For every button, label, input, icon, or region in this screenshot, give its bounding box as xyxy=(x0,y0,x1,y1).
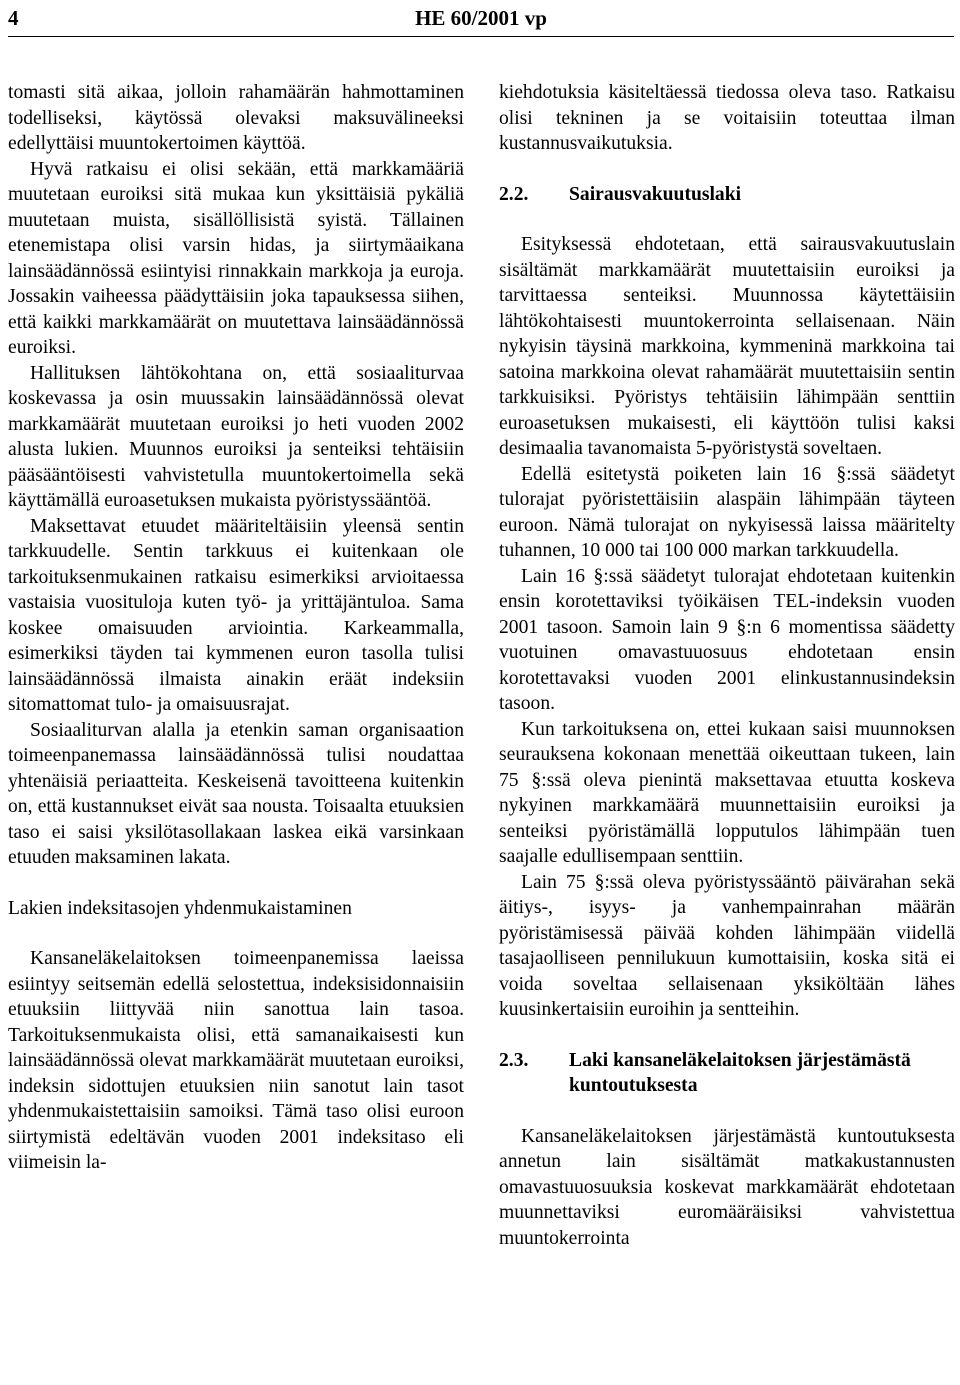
page-header xyxy=(8,0,954,40)
section-heading xyxy=(499,182,955,208)
header-rule xyxy=(8,36,954,37)
paragraph: Kansaneläkelaitoksen toimeenpanemissa laeissa esiintyy seitsemän edellä selostettua, indeksisidonnaisiin etuuksiin liittyvää niin sanottua lain tasoa. Tarkoituksenmukaista olisi, että samanaikaisesti kun lainsäädännössä olevat markkamäärät muutetaan euroiksi, indeksin sidottujen etuuksien niin sanotut lain tasot yhdenmukaistettaisiin samoiksi. Tämä taso olisi euroon siirtymistä edeltävän vuoden 2001 indeksitaso eli viimeisin la- xyxy=(8,948,464,1173)
paragraph: Edellä esitetystä poiketen lain 16 §:ssä säädetyt tulorajat pyöristettäisiin alaspäin lähimpään täyteen euroon. Nämä tulorajat on nykyisessä laissa määritelty tuhannen, 10 000 tai 100 000 markan tarkkuudella. xyxy=(499,463,955,561)
paragraph: Hallituksen lähtökohtana on, että sosiaaliturvaa koskevassa ja osin muussakin lainsäädännössä olevat markkamäärät muutetaan euroiksi jo heti vuoden 2002 alusta lukien. Muunnos euroiksi ja senteiksi tehtäisiin pääsääntöisesti vahvistetulla muuntokertoimella sekä käyttämällä euroasetuksen mukaista pyöristyssääntöä. xyxy=(8,362,464,511)
paragraph: Lain 75 §:ssä oleva pyöristyssääntö päivärahan sekä äitiys-, isyys- ja vanhempainrahan määrän pyöristämisessä päivää kohden lähimpään viidellä tasajaolliseen pennilukuun kumottaisiin, koska sitä ei voida soveltaa sellaisenaan yksiköltään lähes kuusinkertaisiin euroihin ja sentteihin. xyxy=(499,871,955,1020)
section-title: Sairausvakuutuslaki xyxy=(569,183,742,205)
paragraph: Kansaneläkelaitoksen järjestämästä kuntoutuksesta annetun lain sisältämät matkakustannusten omavastuuosuuksia koskevat markkamäärät ehdotetaan muunnettaviksi euromääräisiksi vahvistettua muuntokerrointa xyxy=(499,1125,955,1249)
section-title: Laki kansaneläkelaitoksen järjestämästä kuntoutuksesta xyxy=(569,1049,911,1096)
paragraph: Hyvä ratkaisu ei olisi sekään, että markkamääriä muutetaan euroiksi sitä mukaa kun yksittäisiä pykäliä muutetaan muista, sisällöllisistä syistä. Tällainen etenemistapa olisi varsin hidas, ja siirtymäaikana lainsäädännössä esiintyisi rinnakkain markkoja ja euroja. Jossakin vaiheessa päädyttäisiin joka tapauksessa siihen, että kaikki markkamäärät on muutettava lainsäädännössä euroiksi. xyxy=(8,158,464,358)
section-number: 2.3. xyxy=(499,1049,529,1071)
section-number: 2.2. xyxy=(499,183,529,205)
paragraph: kiehdotuksia käsiteltäessä tiedossa oleva taso. Ratkaisu olisi tekninen ja se voitaisiin toteuttaa ilman kustannusvaikutuksia. xyxy=(499,82,955,154)
subheading: Lakien indeksitasojen yhdenmukaistaminen xyxy=(8,897,352,919)
section-heading xyxy=(499,1048,955,1099)
right-column xyxy=(499,80,955,1251)
document-id: HE 60/2001 vp xyxy=(415,6,547,30)
paragraph: Sosiaaliturvan alalla ja etenkin saman organisaation toimeenpanemassa lainsäädännössä tulisi noudattaa yhtenäisiä periaatteita. Keskeisenä tavoitteena kuitenkin on, että kustannukset eivät saa nousta. Toisaalta etuuksien taso ei saisi yksilötasollakaan laskea eikä varsinkaan etuuden maksaminen lakata. xyxy=(8,719,464,868)
left-column xyxy=(8,80,464,1176)
paragraph: Kun tarkoituksena on, ettei kukaan saisi muunnoksen seurauksena kokonaan menettää oikeuttaan tukeen, lain 75 §:ssä oleva pienintä maksettavaa etuutta koskeva nykyinen markkamäärä muunnettaisiin euroiksi ja senteiksi pyöristämällä lopputulos lähimpään tuen saajalle edullisempaan senttiin. xyxy=(499,718,955,867)
paragraph: tomasti sitä aikaa, jolloin rahamäärän hahmottaminen todelliseksi, käytössä olevaksi maksuvälineeksi edellyttäisi muuntokertoimen käyttöä. xyxy=(8,82,464,154)
page-number: 4 xyxy=(8,6,19,30)
paragraph: Esityksessä ehdotetaan, että sairausvakuutuslain sisältämät markkamäärät muutettaisiin euroiksi ja tarvittaessa senteiksi. Muunnossa käytettäisiin lähtökohtaisesti muuntokerrointa sellaisenaan. Näin nykyisin täysinä markkoina, kymmeninä markkoina tai satoina markkoina olevat rahamäärät muutettaisiin sentin tarkkuisiksi. Pyöristys tehtäisiin lähimpään senttiin euroasetuksen mukaisesti, eli käyttöön tulisi kaksi desimaalia tavanomaista 5-pyöristystä soveltaen. xyxy=(499,234,955,459)
paragraph: Lain 16 §:ssä säädetyt tulorajat ehdotetaan kuitenkin ensin korotettaviksi työikäisen TEL-indeksin vuoden 2001 tasoon. Samoin lain 9 §:n 6 momentissa säädetty vuotuinen omavastuuosuus ehdotetaan ensin korotettavaksi vuoden 2001 elinkustannusindeksin tasoon. xyxy=(499,565,955,714)
paragraph: Maksettavat etuudet määriteltäisiin yleensä sentin tarkkuudelle. Sentin tarkkuus ei kuitenkaan ole tarkoituksenmukainen ratkaisu esimerkiksi arvioitaessa vastaisia vuosituloja kuten työ- ja yrittäjäntuloa. Sama koskee omaisuuden arviointia. Karkeammalla, esimerkiksi täyden tai kymmenen euron tasolla tulisi lainsäädännössä ilmaista ainakin eräät indeksiin sitomattomat tulo- ja omaisuusrajat. xyxy=(8,515,464,715)
